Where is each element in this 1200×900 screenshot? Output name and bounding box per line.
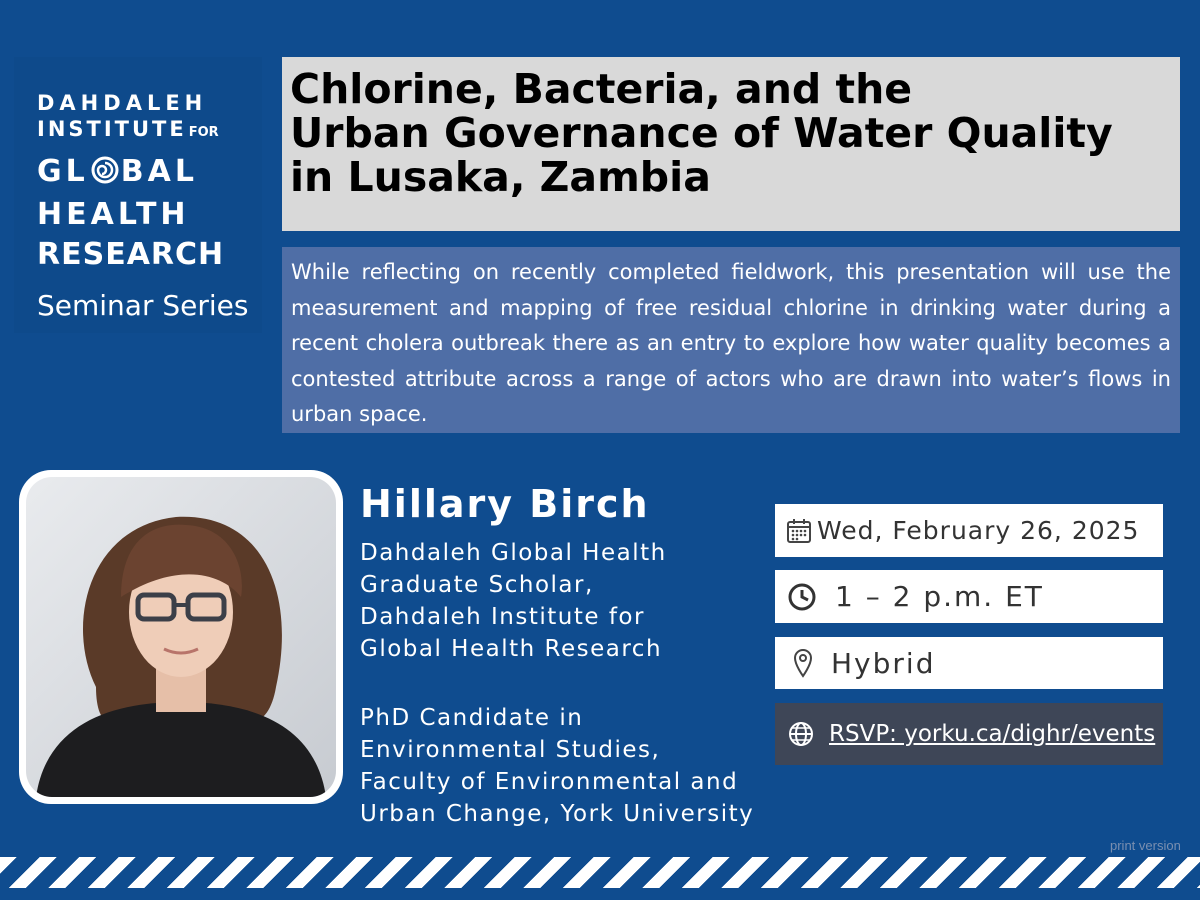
speaker-role-secondary-line: PhD Candidate in bbox=[360, 705, 584, 731]
logo-swirl-icon bbox=[91, 156, 119, 192]
logo-line-global bbox=[37, 154, 198, 192]
speaker-role-primary bbox=[360, 537, 667, 665]
event-title-box bbox=[282, 57, 1180, 231]
map-pin-icon bbox=[793, 648, 813, 678]
event-location-box bbox=[775, 637, 1163, 689]
logo-line-research: RESEARCH bbox=[37, 237, 225, 272]
event-title-line-3: in Lusaka, Zambia bbox=[290, 153, 711, 201]
speaker-role-secondary-line: Environmental Studies, bbox=[360, 737, 661, 763]
speaker-role-secondary-line: Faculty of Environmental and bbox=[360, 769, 739, 795]
event-date: Wed, February 26, 2025 bbox=[817, 516, 1140, 545]
event-description-box bbox=[282, 247, 1180, 433]
speaker-photo-frame bbox=[19, 470, 343, 804]
striped-footer-band bbox=[0, 857, 1200, 888]
institute-logo bbox=[14, 57, 262, 333]
logo-line-health: HEALTH bbox=[37, 197, 190, 232]
rsvp-link[interactable]: RSVP: yorku.ca/dighr/events bbox=[829, 721, 1156, 747]
speaker-role-primary-line: Global Health Research bbox=[360, 636, 663, 662]
speaker-role-secondary bbox=[360, 702, 754, 830]
clock-icon bbox=[787, 582, 817, 612]
globe-icon bbox=[787, 720, 815, 748]
logo-global-part-b: BAL bbox=[120, 154, 198, 189]
speaker-role-primary-line: Dahdaleh Institute for bbox=[360, 604, 645, 630]
event-location: Hybrid bbox=[831, 646, 936, 680]
event-time: 1 – 2 p.m. ET bbox=[835, 580, 1044, 613]
speaker-role-primary-line: Graduate Scholar, bbox=[360, 572, 594, 598]
event-time-box bbox=[775, 570, 1163, 623]
rsvp-box bbox=[775, 703, 1163, 765]
calendar-icon bbox=[785, 517, 813, 545]
event-title-line-1: Chlorine, Bacteria, and the bbox=[290, 65, 913, 113]
speaker-role-secondary-line: Urban Change, York University bbox=[360, 801, 755, 827]
print-version-label: print version bbox=[1110, 838, 1181, 853]
logo-global-part-a: GL bbox=[37, 154, 89, 189]
logo-institute-text: INSTITUTE bbox=[37, 117, 187, 141]
speaker-role-primary-line: Dahdaleh Global Health bbox=[360, 540, 667, 566]
speaker-name: Hillary Birch bbox=[360, 482, 650, 526]
event-date-box bbox=[775, 504, 1163, 557]
event-description: While reflecting on recently completed fieldwork, this presentation will use the measurement and mapping of free residual chlorine in drinking water during a recent cholera outbreak there as an entry to explore how water quality becomes a contested attribute across a range of actors who are drawn into water’s flows in urban space. bbox=[291, 260, 1171, 426]
logo-line-dahdaleh: DAHDALEH bbox=[37, 91, 208, 115]
seminar-series-label: Seminar Series bbox=[37, 289, 249, 322]
logo-line-institute bbox=[37, 117, 219, 141]
event-title-line-2: Urban Governance of Water Quality bbox=[290, 109, 1113, 157]
logo-for-text: FOR bbox=[188, 125, 219, 140]
speaker-photo bbox=[26, 477, 336, 797]
